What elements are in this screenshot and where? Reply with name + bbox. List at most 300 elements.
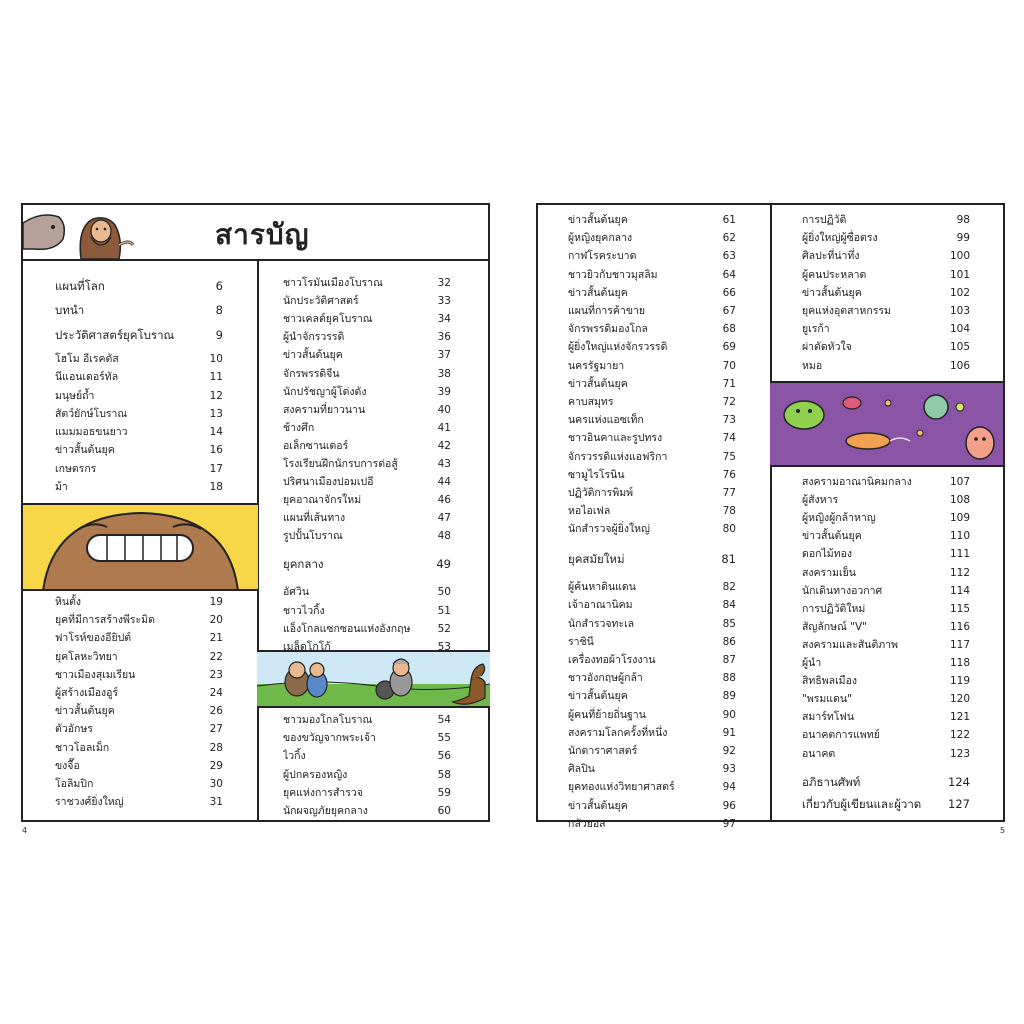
toc-entry-title: ยุคทองแห่งวิทยาศาสตร์ bbox=[568, 781, 675, 794]
toc-entry-page: 56 bbox=[437, 750, 451, 763]
toc-entry-title: โรงเรียนฝึกนักรบการต่อสู้ bbox=[283, 458, 398, 470]
page-title: สารบัญ bbox=[215, 218, 310, 251]
toc-entry bbox=[568, 411, 736, 429]
toc-entry-title: เกษตรกร bbox=[55, 462, 97, 475]
toc-entry bbox=[568, 760, 736, 778]
toc-entry bbox=[802, 211, 970, 229]
toc-entry bbox=[283, 401, 451, 419]
toc-entry-page: 100 bbox=[949, 250, 970, 263]
toc-entry bbox=[568, 578, 736, 596]
toc-entry-title: จักรพรรดิมองโกล bbox=[568, 323, 648, 336]
toc-entry-title: ยุคสมัยใหม่ bbox=[568, 552, 625, 566]
toc-entry-page: 119 bbox=[949, 675, 970, 688]
toc-entry bbox=[55, 775, 223, 793]
toc-entry-page: 9 bbox=[215, 327, 223, 342]
toc-entry-page: 49 bbox=[436, 557, 451, 571]
toc-entry-page: 68 bbox=[722, 323, 736, 336]
toc-entry-title: ชาวไวกิ้ง bbox=[283, 604, 325, 617]
toc-entry bbox=[55, 277, 223, 295]
toc-entry bbox=[568, 502, 736, 520]
page-number-left: 4 bbox=[22, 826, 28, 835]
toc-entry-page: 81 bbox=[721, 552, 736, 566]
toc-entry-title: ประวัติศาสตร์ยุคโบราณ bbox=[55, 327, 175, 342]
toc-entry bbox=[283, 328, 451, 346]
toc-entry-title: ผู้ยิ่งใหญ่แห่งจักรวรรดิ bbox=[568, 341, 668, 354]
toc-entry bbox=[802, 473, 970, 491]
toc-entry-title: คาบสมุทร bbox=[568, 396, 614, 408]
toc-entry bbox=[283, 784, 451, 802]
toc-entry-page: 17 bbox=[209, 462, 223, 475]
page-number-right: 5 bbox=[1000, 826, 1006, 835]
toc-entry-title: สิทธิพลเมือง bbox=[802, 675, 858, 688]
toc-entry-title: ข่าวสั้นต้นยุค bbox=[55, 705, 115, 718]
toc-entry bbox=[283, 711, 451, 729]
toc-entry-title: ข่าวสั้นต้นยุค bbox=[802, 530, 862, 543]
toc-entry bbox=[568, 550, 736, 568]
toc-entry bbox=[55, 460, 223, 478]
toc-entry bbox=[802, 357, 970, 375]
toc-entry-title: เจ้าอาณานิคม bbox=[568, 599, 633, 612]
toc-entry bbox=[568, 284, 736, 302]
toc-entry bbox=[568, 706, 736, 724]
toc-entry bbox=[55, 648, 223, 666]
toc-entry-page: 21 bbox=[209, 632, 223, 645]
toc-entry bbox=[283, 365, 451, 383]
toc-entry bbox=[283, 310, 451, 328]
toc-entry-page: 40 bbox=[437, 403, 451, 416]
toc-entry-page: 14 bbox=[209, 426, 223, 439]
toc-entry bbox=[802, 600, 970, 618]
toc-entry-title: นักสำรวจทะเล bbox=[568, 617, 635, 630]
toc-entry-title: แอ็งโกลแซกซอนแห่งอังกฤษ bbox=[283, 622, 411, 635]
toc-entry-page: 63 bbox=[722, 250, 736, 263]
toc-entry bbox=[568, 211, 736, 229]
toc-entry-title: สัตว์ยักษ์โบราณ bbox=[55, 407, 128, 420]
toc-entry-page: 85 bbox=[722, 617, 736, 630]
toc-entry-page: 60 bbox=[437, 805, 451, 817]
toc-entry-title: ผู้ปกครองหญิง bbox=[283, 768, 348, 781]
toc-entry-page: 52 bbox=[437, 622, 451, 635]
toc-entry bbox=[568, 633, 736, 651]
toc-entry-page: 115 bbox=[949, 602, 970, 615]
toc-entry bbox=[55, 684, 223, 702]
toc-entry-title: ยูเรก้า bbox=[802, 323, 830, 336]
toc-entry-page: 58 bbox=[437, 768, 451, 781]
toc-entry bbox=[283, 491, 451, 509]
toc-entry-page: 62 bbox=[722, 232, 736, 245]
toc-entry-page: 120 bbox=[949, 693, 970, 706]
toc-entry-title: ดอกไม้ทอง bbox=[802, 548, 853, 561]
toc-entry-title: จักรวรรดิแห่งแอฟริกา bbox=[568, 450, 668, 463]
toc-entry-page: 110 bbox=[949, 530, 970, 543]
toc-entry-page: 59 bbox=[437, 786, 451, 799]
toc-entry-title: ข่าวสั้นต้นยุค bbox=[802, 286, 862, 299]
toc-entry-title: กลัวยอส bbox=[568, 817, 606, 830]
toc-entry-title: ยุคแห่งการสำรวจ bbox=[283, 786, 363, 799]
toc-entry-title: ชาวมองโกลโบราณ bbox=[283, 714, 373, 726]
toc-entry-title: เครื่องทอผ้าโรงงาน bbox=[568, 654, 656, 666]
toc-entry-page: 78 bbox=[722, 505, 736, 518]
toc-entry-page: 77 bbox=[722, 487, 736, 499]
toc-entry-title: อภิธานศัพท์ bbox=[802, 775, 861, 789]
toc-entry-page: 18 bbox=[209, 481, 223, 493]
toc-entry-title: ของขวัญจากพระเจ้า bbox=[283, 732, 376, 745]
toc-entry-title: ยุคแห่งอุตสาหกรรม bbox=[802, 305, 891, 317]
toc-entry-title: ฟาโรห์ของอียิปต์ bbox=[55, 632, 132, 645]
toc-entry-page: 84 bbox=[722, 599, 736, 612]
toc-entry-page: 108 bbox=[949, 494, 970, 507]
toc-entry-title: ข่าวสั้นต้นยุค bbox=[568, 799, 628, 812]
toc-entry bbox=[802, 745, 970, 763]
toc-entry-page: 117 bbox=[949, 638, 970, 651]
toc-entry-page: 46 bbox=[437, 494, 451, 507]
toc-entry bbox=[568, 615, 736, 633]
toc-entry bbox=[802, 491, 970, 509]
toc-entry-page: 101 bbox=[949, 268, 970, 281]
toc-entry bbox=[802, 726, 970, 744]
toc-entry-title: ชาวอินคาและรูปทรง bbox=[568, 432, 663, 445]
left-page bbox=[21, 203, 490, 822]
toc-entry-page: 48 bbox=[437, 530, 451, 543]
toc-entry bbox=[802, 618, 970, 636]
toc-entry-title: นครแห่งแอซเท็ก bbox=[568, 414, 644, 427]
toc-entry bbox=[283, 729, 451, 747]
toc-entry-title: ชาวเมืองสุเมเรียน bbox=[55, 668, 136, 681]
toc-entry-title: ผู้หญิงผู้กล้าหาญ bbox=[802, 512, 876, 525]
toc-entry-page: 55 bbox=[437, 732, 451, 745]
toc-entry-page: 88 bbox=[722, 672, 736, 685]
toc-entry bbox=[568, 429, 736, 447]
toc-entry-title: ข่าวสั้นต้นยุค bbox=[568, 690, 628, 703]
toc-entry-title: ผู้สังหาร bbox=[802, 494, 839, 507]
toc-entry-page: 43 bbox=[437, 458, 451, 470]
toc-entry bbox=[802, 338, 970, 356]
toc-entry-title: ยุคโลหะวิทยา bbox=[55, 650, 118, 663]
toc-entry bbox=[802, 302, 970, 320]
toc-entry-page: 67 bbox=[722, 305, 736, 317]
toc-entry bbox=[283, 620, 451, 638]
toc-entry-page: 107 bbox=[949, 476, 970, 488]
toc-entry-title: แมมมอธขนยาว bbox=[55, 426, 128, 439]
toc-entry-page: 24 bbox=[209, 687, 223, 699]
toc-entry-page: 103 bbox=[949, 305, 970, 317]
toc-entry-title: ผู้หญิงยุคกลาง bbox=[568, 232, 633, 245]
toc-entry-page: 69 bbox=[722, 341, 736, 354]
toc-entry bbox=[55, 478, 223, 496]
toc-entry-page: 127 bbox=[948, 797, 970, 811]
toc-entry-page: 12 bbox=[209, 389, 223, 402]
toc-entry bbox=[802, 266, 970, 284]
toc-entry-page: 54 bbox=[437, 714, 451, 726]
toc-entry bbox=[802, 545, 970, 563]
toc-entry-page: 73 bbox=[722, 414, 736, 427]
toc-entry bbox=[802, 690, 970, 708]
toc-entry-page: 53 bbox=[437, 641, 451, 654]
toc-entry-title: ข่าวสั้นต้นยุค bbox=[55, 444, 115, 457]
toc-entry-page: 98 bbox=[956, 214, 970, 226]
toc-entry-page: 72 bbox=[722, 396, 736, 408]
toc-entry-page: 122 bbox=[949, 729, 970, 742]
toc-entry-title: ข่าวสั้นต้นยุค bbox=[568, 286, 628, 299]
toc-entry bbox=[568, 320, 736, 338]
toc-entry-page: 26 bbox=[209, 705, 223, 718]
toc-entry bbox=[55, 441, 223, 459]
toc-entry bbox=[568, 247, 736, 265]
toc-entry-title: ชาวโรมันเมืองโบราณ bbox=[283, 277, 383, 289]
toc-entry-page: 8 bbox=[215, 303, 223, 318]
toc-entry-title: บทนำ bbox=[55, 303, 85, 318]
toc-entry-page: 102 bbox=[949, 286, 970, 299]
toc-entry bbox=[568, 375, 736, 393]
toc-entry bbox=[802, 229, 970, 247]
toc-entry-title: ชาวอังกฤษผู้กล้า bbox=[568, 672, 643, 685]
toc-entry-page: 71 bbox=[722, 377, 736, 390]
toc-entry bbox=[568, 669, 736, 687]
toc-entry-page: 123 bbox=[949, 747, 970, 760]
toc-entry-page: 87 bbox=[722, 654, 736, 666]
toc-entry-title: หินตั้ง bbox=[55, 596, 82, 608]
toc-entry-title: ยุคกลาง bbox=[283, 557, 324, 571]
toc-entry-page: 23 bbox=[209, 668, 223, 681]
toc-entry bbox=[55, 666, 223, 684]
toc-entry bbox=[283, 638, 451, 656]
toc-entry bbox=[568, 357, 736, 375]
toc-entry bbox=[568, 266, 736, 284]
toc-entry bbox=[55, 405, 223, 423]
toc-entry-page: 118 bbox=[949, 657, 970, 669]
toc-entry bbox=[802, 564, 970, 582]
toc-entry-title: อเล็กซานเดอร์ bbox=[283, 439, 349, 452]
toc-entry-title: นครรัฐมายา bbox=[568, 359, 625, 372]
toc-entry-page: 66 bbox=[722, 286, 736, 299]
toc-entry bbox=[55, 593, 223, 611]
toc-entry-title: สัญลักษณ์ "V" bbox=[802, 620, 867, 633]
toc-entry bbox=[283, 383, 451, 401]
toc-entry-title: เกี่ยวกับผู้เขียนและผู้วาด bbox=[802, 797, 922, 811]
toc-entry bbox=[55, 301, 223, 319]
toc-entry bbox=[283, 473, 451, 491]
toc-entry-title: การปฏิวัติใหม่ bbox=[802, 602, 866, 615]
toc-entry bbox=[568, 448, 736, 466]
toc-entry bbox=[568, 797, 736, 815]
toc-entry-page: 39 bbox=[437, 385, 451, 398]
toc-entry-page: 37 bbox=[437, 349, 451, 362]
toc-entry-title: ตัวอักษร bbox=[55, 723, 93, 736]
toc-entry-page: 20 bbox=[209, 614, 223, 627]
toc-entry bbox=[55, 702, 223, 720]
toc-entry bbox=[283, 747, 451, 765]
toc-entry bbox=[568, 520, 736, 538]
toc-entry-page: 99 bbox=[956, 232, 970, 245]
toc-entry-title: หมอ bbox=[802, 359, 823, 372]
toc-entry-page: 74 bbox=[722, 432, 736, 445]
toc-entry-page: 93 bbox=[722, 763, 736, 776]
toc-entry-page: 36 bbox=[437, 331, 451, 344]
germs-illustration bbox=[770, 381, 1003, 467]
toc-entry-page: 50 bbox=[437, 586, 451, 599]
toc-entry-page: 38 bbox=[437, 367, 451, 380]
toc-entry-page: 90 bbox=[722, 708, 736, 721]
toc-entry-page: 51 bbox=[437, 604, 451, 617]
toc-entry bbox=[283, 802, 451, 820]
toc-entry-title: ศิลปะที่น่าทึ่ง bbox=[802, 250, 860, 263]
toc-entry-page: 41 bbox=[437, 421, 451, 434]
toc-entry bbox=[802, 654, 970, 672]
toc-entry bbox=[802, 773, 970, 791]
toc-entry-title: "พรมแดน" bbox=[802, 693, 852, 706]
toc-entry bbox=[55, 326, 223, 344]
toc-entry-page: 121 bbox=[949, 711, 970, 724]
toc-entry-title: ราชวงศ์ยิ่งใหญ่ bbox=[55, 796, 124, 809]
toc-entry-page: 29 bbox=[209, 759, 223, 772]
toc-entry-page: 89 bbox=[722, 690, 736, 703]
toc-entry-title: สมาร์ทโฟน bbox=[802, 711, 855, 724]
toc-entry bbox=[283, 437, 451, 455]
toc-entry bbox=[568, 778, 736, 796]
toc-entry-title: นักดาราศาสตร์ bbox=[568, 745, 638, 757]
toc-entry-title: ผู้ยิ่งใหญ่ผู้ซื่อตรง bbox=[802, 232, 878, 245]
toc-entry-title: ข่าวสั้นต้นยุค bbox=[283, 349, 343, 362]
toc-entry-title: อนาคตการแพทย์ bbox=[802, 729, 880, 742]
toc-entry-title: ชาวเคลต์ยุคโบราณ bbox=[283, 313, 373, 326]
toc-entry-page: 97 bbox=[722, 817, 736, 830]
toc-entry-title: ราชินี bbox=[568, 635, 594, 648]
smiling-face-illustration bbox=[23, 503, 258, 591]
toc-entry bbox=[55, 611, 223, 629]
right-page bbox=[536, 203, 1005, 830]
toc-entry-title: ผู้นำจักรวรรดิ bbox=[283, 331, 345, 344]
toc-entry-title: ผู้นำ bbox=[802, 657, 822, 669]
toc-entry-page: 112 bbox=[949, 566, 970, 579]
toc-entry-page: 6 bbox=[215, 279, 223, 293]
caveman-illustration bbox=[23, 205, 143, 259]
toc-entry-title: นักปรัชญาผู้โด่งดัง bbox=[283, 385, 367, 398]
toc-entry-title: ม้า bbox=[55, 481, 68, 493]
toc-entry bbox=[568, 229, 736, 247]
toc-entry-title: ผู้คนที่ย้ายถิ่นฐาน bbox=[568, 708, 646, 721]
toc-entry-title: เมล็ดโกโก้ bbox=[283, 641, 331, 654]
toc-entry-title: อนาคต bbox=[802, 747, 836, 760]
toc-entry-title: นีแอนเดอร์ทัล bbox=[55, 371, 119, 384]
viking-landscape-illustration bbox=[257, 650, 490, 708]
toc-entry-title: ช้างศึก bbox=[283, 421, 315, 434]
header-banner bbox=[23, 205, 488, 261]
toc-entry bbox=[283, 292, 451, 310]
toc-entry bbox=[802, 509, 970, 527]
toc-entry bbox=[55, 387, 223, 405]
toc-entry bbox=[283, 274, 451, 292]
toc-entry-title: มนุษย์ถ้ำ bbox=[55, 389, 95, 402]
toc-entry-title: นักประวัติศาสตร์ bbox=[283, 295, 359, 308]
toc-entry-title: ปฏิวัติการพิมพ์ bbox=[568, 487, 634, 499]
toc-entry-title: แผนที่การค้าขาย bbox=[568, 305, 646, 317]
toc-entry-page: 64 bbox=[722, 268, 736, 281]
toc-entry-title: ศิลปิน bbox=[568, 763, 595, 776]
toc-entry-page: 28 bbox=[209, 741, 223, 754]
toc-entry-page: 47 bbox=[437, 512, 451, 525]
toc-entry-page: 76 bbox=[722, 468, 736, 481]
toc-entry bbox=[283, 766, 451, 784]
toc-entry bbox=[568, 815, 736, 833]
toc-entry-page: 109 bbox=[949, 512, 970, 525]
toc-entry-title: การปฏิวัติ bbox=[802, 214, 847, 226]
toc-entry-page: 70 bbox=[722, 359, 736, 372]
toc-entry-title: สงครามที่ยาวนาน bbox=[283, 403, 366, 416]
toc-entry bbox=[802, 636, 970, 654]
toc-entry-page: 31 bbox=[209, 796, 223, 809]
toc-entry-title: ข่าวสั้นต้นยุค bbox=[568, 214, 628, 226]
toc-entry-title: นักผจญภัยยุคกลาง bbox=[283, 805, 368, 817]
toc-entry bbox=[55, 350, 223, 368]
toc-entry bbox=[802, 320, 970, 338]
toc-entry-page: 22 bbox=[209, 650, 223, 663]
toc-entry bbox=[802, 582, 970, 600]
toc-entry bbox=[568, 724, 736, 742]
toc-entry-page: 104 bbox=[949, 323, 970, 336]
toc-entry-page: 106 bbox=[949, 359, 970, 372]
toc-entry-title: ผู้คนประหลาด bbox=[802, 268, 867, 281]
toc-entry-title: จักรพรรดิจีน bbox=[283, 367, 340, 380]
toc-entry-page: 11 bbox=[209, 371, 223, 384]
toc-entry bbox=[55, 757, 223, 775]
toc-entry bbox=[283, 419, 451, 437]
toc-entry-title: ผ่าตัดหัวใจ bbox=[802, 341, 852, 354]
toc-entry-page: 19 bbox=[209, 596, 223, 608]
toc-entry bbox=[568, 393, 736, 411]
toc-entry-title: ผู้สร้างเมืองอูร์ bbox=[55, 687, 119, 699]
toc-entry bbox=[568, 687, 736, 705]
toc-entry-page: 10 bbox=[209, 352, 223, 365]
toc-entry-page: 124 bbox=[948, 775, 970, 789]
toc-entry-page: 27 bbox=[209, 723, 223, 736]
toc-entry bbox=[568, 651, 736, 669]
toc-entry bbox=[283, 602, 451, 620]
toc-entry-page: 116 bbox=[949, 620, 970, 633]
toc-entry-title: สงครามเย็น bbox=[802, 566, 856, 579]
toc-entry-page: 114 bbox=[949, 584, 970, 597]
toc-entry-title: ยุคอาณาจักรใหม่ bbox=[283, 494, 362, 507]
toc-entry-page: 42 bbox=[437, 439, 451, 452]
toc-entry bbox=[283, 509, 451, 527]
toc-entry bbox=[283, 527, 451, 545]
toc-entry-title: ชาวยิวกับชาวมุสลิม bbox=[568, 268, 658, 281]
toc-entry-title: โอลิมปิก bbox=[55, 778, 94, 790]
toc-entry bbox=[568, 302, 736, 320]
toc-entry-title: ซามูไรโรนิน bbox=[568, 468, 625, 481]
toc-entry-title: นักสำรวจผู้ยิ่งใหญ่ bbox=[568, 523, 650, 536]
toc-entry-page: 94 bbox=[722, 781, 736, 794]
toc-entry-page: 105 bbox=[949, 341, 970, 354]
toc-entry bbox=[568, 596, 736, 614]
toc-entry-title: รูปปั้นโบราณ bbox=[283, 530, 343, 543]
toc-entry bbox=[568, 338, 736, 356]
toc-entry bbox=[55, 739, 223, 757]
toc-entry bbox=[283, 555, 451, 573]
toc-entry bbox=[568, 484, 736, 502]
toc-entry bbox=[802, 247, 970, 265]
toc-entry bbox=[802, 284, 970, 302]
toc-entry-page: 82 bbox=[722, 581, 736, 594]
toc-entry bbox=[55, 793, 223, 811]
toc-entry-page: 33 bbox=[437, 295, 451, 308]
toc-entry bbox=[283, 455, 451, 473]
toc-entry-title: ขงจื๊อ bbox=[55, 759, 80, 772]
toc-entry-title: หอไอเฟล bbox=[568, 505, 611, 518]
toc-entry-title: ชาวโอลเม็ก bbox=[55, 741, 110, 754]
toc-entry-page: 91 bbox=[722, 726, 736, 739]
toc-entry bbox=[568, 742, 736, 760]
toc-entry bbox=[568, 466, 736, 484]
